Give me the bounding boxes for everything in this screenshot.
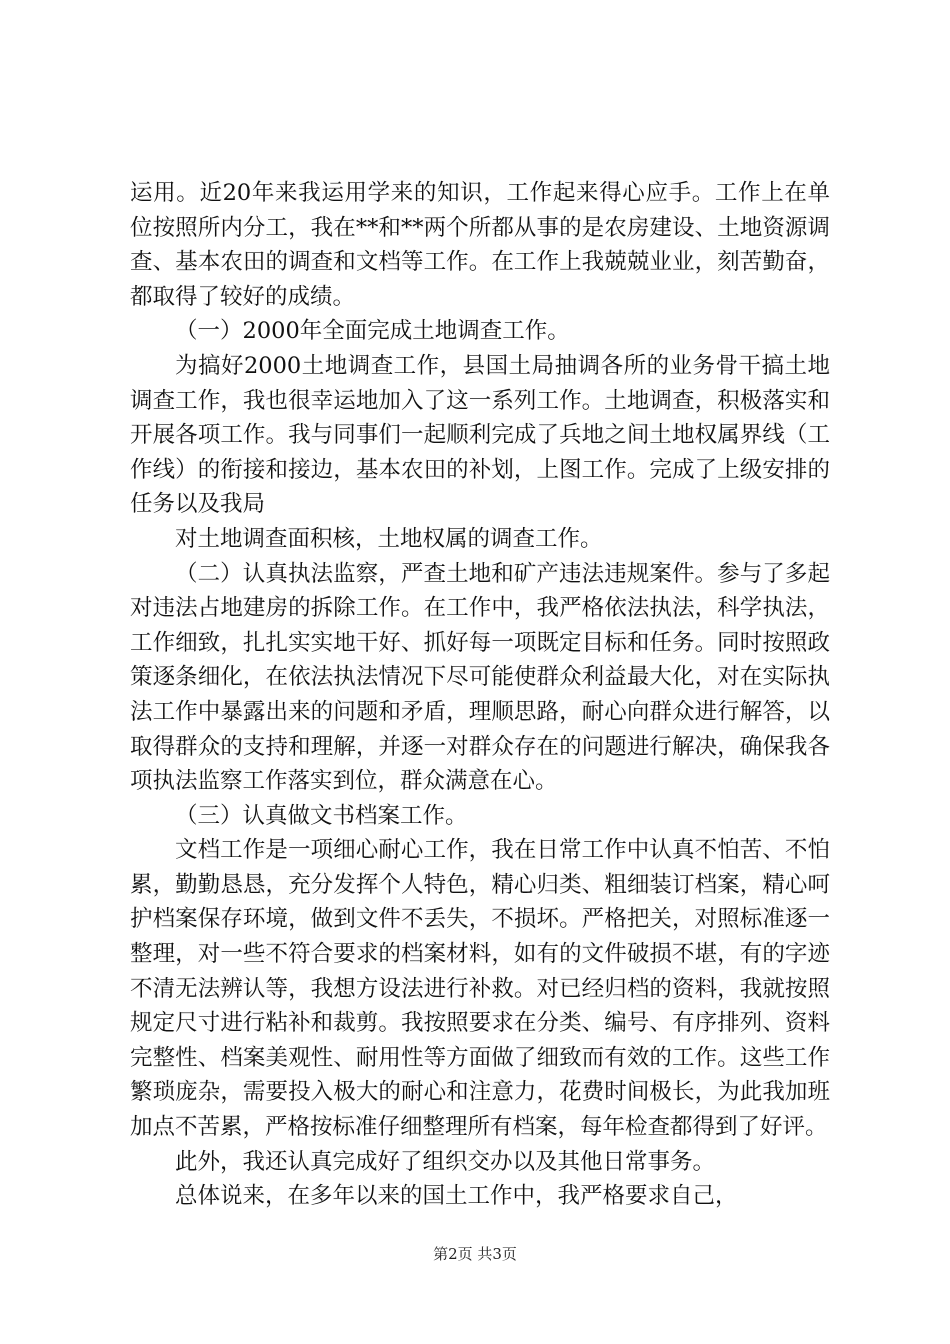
page-number-footer: 第2页 共3页 — [433, 1245, 517, 1263]
section-heading-3: （三）认真做文书档案工作。 — [175, 802, 468, 829]
document-body — [130, 176, 830, 1214]
paragraph-archives: 文档工作是一项细心耐心工作，我在日常工作中认真不怕苦、不怕累，勤勤恳恳，充分发挥个人特色，精心归类、粗细装订档案，精心呵护档案保存环境，做到文件不丢失，不损坏。严格把关，对照标准逐一整理，对一些不符合要求的档案材料，如有的文件破损不堪，有的字迹不清无法辨认等，我想方设法进行补救。对已经归档的资料，我就按照规定尺寸进行粘补和裁剪。我按照要求在分类、编号、有序排列、资料完整性、档案美观性、耐用性等方面做了细致而有效的工作。这些工作繁琐庞杂，需要投入极大的耐心和注意力，花费时间极长，为此我加班加点不苦累，严格按标准仔细整理所有档案，每年检查都得到了好评。 — [130, 837, 830, 1141]
paragraph-land-survey: 为搞好2000土地调查工作，县国土局抽调各所的业务骨干搞土地调查工作，我也很幸运地加入了这一系列工作。土地调查，积极落实和开展各项工作。我与同事们一起顺利完成了兵地之间土地权属界线（工作线）的衔接和接边，基本农田的补划，上图工作。完成了上级安排的任务以及我局 — [130, 352, 830, 518]
paragraph-land-survey-continued: 对土地调查面积核，土地权属的调查工作。 — [175, 525, 603, 552]
paragraph-continuation: 运用。近20年来我运用学来的知识，工作起来得心应手。工作上在单位按照所内分工，我在**和**两个所都从事的是农房建设、土地资源调查、基本农田的调查和文档等工作。在工作上我兢兢业业，刻苦勤奋，都取得了较好的成绩。 — [130, 180, 830, 310]
paragraph-summary: 总体说来，在多年以来的国土工作中，我严格要求自己， — [175, 1183, 738, 1210]
paragraph-other-duties: 此外，我还认真完成好了组织交办以及其他日常事务。 — [175, 1148, 716, 1175]
section-heading-2-paragraph: （二）认真执法监察，严查土地和矿产违法违规案件。参与了多起对违法占地建房的拆除工作。在工作中，我严格依法执法，科学执法，工作细致，扎扎实实地干好、抓好每一项既定目标和任务。同时按照政策逐条细化，在依法执法情况下尽可能使群众利益最大化，对在实际执法工作中暴露出来的问题和矛盾，理顺思路，耐心向群众进行解答，以取得群众的支持和理解，并逐一对群众存在的问题进行解决，确保我各项执法监察工作落实到位，群众满意在心。 — [130, 560, 830, 795]
section-heading-1: （一）2000年全面完成土地调查工作。 — [175, 318, 570, 345]
